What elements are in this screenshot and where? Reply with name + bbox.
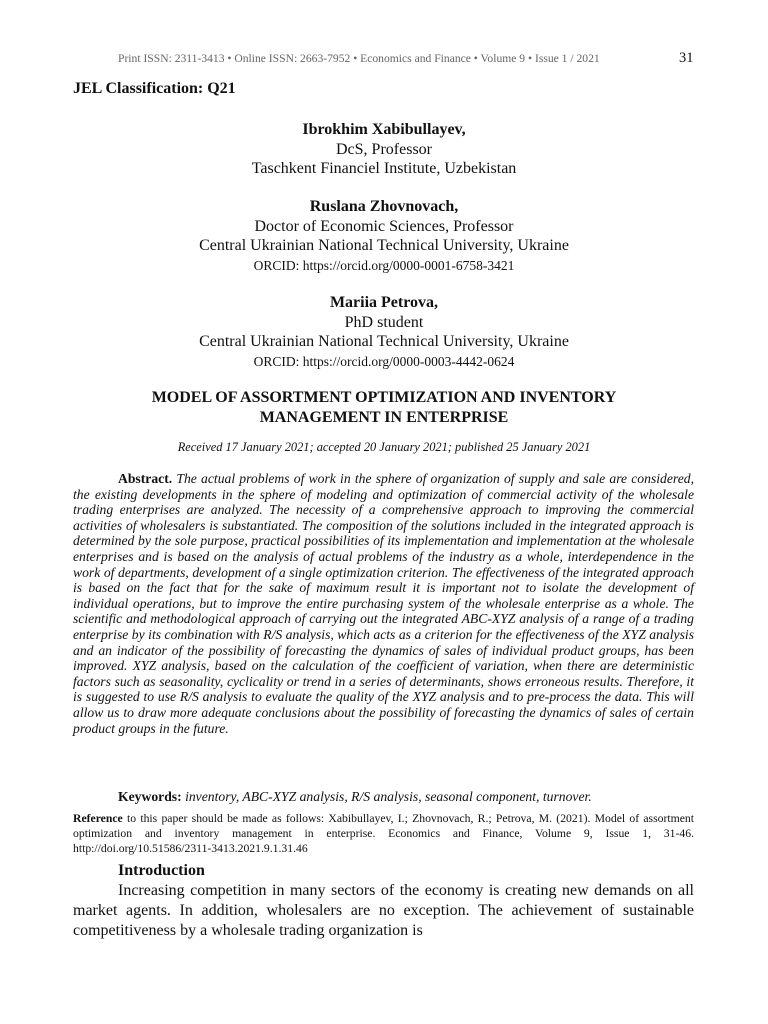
author-affiliation: Central Ukrainian National Technical University, Ukraine — [199, 333, 569, 350]
author-block-3 — [0, 293, 768, 371]
author-block-1 — [0, 120, 768, 179]
author-orcid: ORCID: https://orcid.org/0000-0003-4442-0624 — [253, 353, 515, 369]
author-block-2 — [0, 197, 768, 275]
journal-running-title: Print ISSN: 2311-3413 • Online ISSN: 2663-7952 • Economics and Finance • Volume 9 • Issue 1 / 2021 — [118, 52, 600, 65]
abstract — [73, 471, 694, 736]
author-degree: DcS, Professor — [336, 140, 432, 158]
author-name: Ruslana Zhovnovach, — [309, 198, 459, 215]
introduction-heading: Introduction — [118, 862, 205, 879]
paper-title-line-1: MODEL OF ASSORTMENT OPTIMIZATION AND INVENTORY — [151, 389, 617, 406]
author-affiliation: Taschkent Financiel Institute, Uzbekistan — [251, 160, 517, 177]
author-affiliation: Central Ukrainian National Technical University, Ukraine — [199, 237, 569, 254]
running-header — [0, 50, 768, 70]
reference-text: to this paper should be made as follows: Xabibullayev, I.; Zhovnovach, R.; Petrova, M. (2021). Model of assortment optimization and inventory management in enterprise. Economics and Finance, Volume 9, Issue 1, 31-46. http://doi.org/10.51586/2311-3413.2021.9.1.31.46 — [73, 812, 695, 855]
page-number: 31 — [679, 50, 694, 66]
keywords — [118, 789, 694, 805]
citation-reference — [73, 811, 694, 856]
author-name: Mariia Petrova, — [329, 294, 439, 311]
author-degree: Doctor of Economic Sciences, Professor — [254, 217, 514, 235]
paper-title — [100, 388, 668, 428]
abstract-text: The actual problems of work in the sphere of organization of supply and sale are considered, the existing developments in the sphere of modeling and optimization of commercial activity of the wholesale trading enterprises are analyzed. The necessity of a comprehensive approach to improving the commercial activities of wholesalers is substantiated. The composition of the solutions included in the integrated approach is determined by the sole purpose, practical possibilities of its implementation and implementation at the wholesale enterprises and is based on the analysis of actual problems of the industry as a whole, interdependence in the work of departments, development of a single optimization criterion. The effectiveness of the integrated approach is based on the fact that for the sake of maximum result it is important not to isolate the development of individual operations, but to improve the entire purchasing system of the wholesale enterprise as a whole. The scientific and methodological approach of carrying out the integrated ABC-XYZ analysis of a range of a trading enterprise by its combination with R/S analysis, which acts as a criterion for the effectiveness of the XYZ analysis and an indicator of the possibility of forecasting the dynamics of sales of individual product groups, has been improved. XYZ analysis, based on the calculation of the coefficient of variation, when there are deterministic factors such as seasonality, cyclicality or trend in a series of determinants, shows erroneous results. Therefore, it is suggested to use R/S analysis to evaluate the quality of the XYZ analysis and to pre-process the data. This will allow us to draw more adequate conclusions about the possibility of forecasting the dynamics of sales of certain product groups in the future. — [73, 471, 694, 736]
paper-title-line-2: MANAGEMENT IN ENTERPRISE — [259, 409, 509, 426]
introduction-text: Increasing competition in many sectors of the economy is creating new demands on all market agents. In addition, wholesalers are no exception. The achievement of sustainable competitiveness by a wholesale trading organization is — [73, 882, 694, 939]
keywords-text: inventory, ABC-XYZ analysis, R/S analysis, seasonal component, turnover. — [185, 789, 592, 804]
abstract-label: Abstract. — [118, 471, 177, 486]
jel-classification: JEL Classification: Q21 — [73, 80, 236, 97]
reference-label: Reference — [73, 812, 127, 825]
author-degree: PhD student — [344, 313, 424, 331]
author-orcid: ORCID: https://orcid.org/0000-0001-6758-3421 — [253, 257, 515, 273]
publication-dates: Received 17 January 2021; accepted 20 January 2021; published 25 January 2021 — [177, 440, 591, 454]
keywords-label: Keywords: — [118, 789, 186, 804]
author-name: Ibrokhim Xabibullayev, — [302, 121, 466, 138]
